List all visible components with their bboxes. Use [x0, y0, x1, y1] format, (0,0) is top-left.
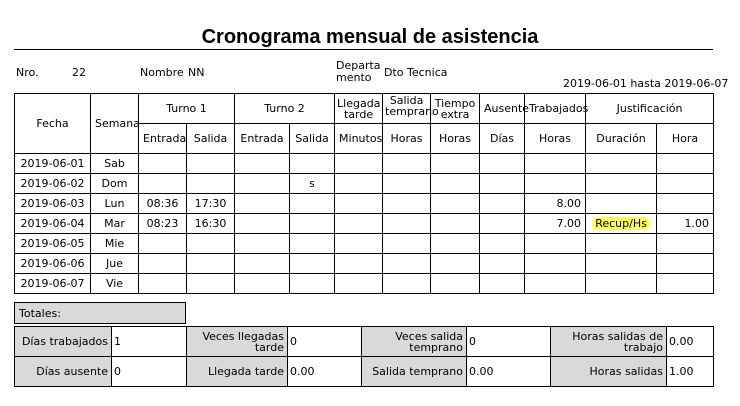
table-row	[15, 154, 714, 174]
cell-tiempo-extra	[431, 194, 480, 214]
header-ausente: Ausente	[480, 94, 525, 124]
dias-ausente-value: 0	[112, 357, 187, 387]
cell-hora	[657, 234, 714, 254]
cell-trabajados	[525, 174, 586, 194]
highlighted-justificacion: Recup/Hs	[592, 217, 650, 230]
cell-duracion	[586, 174, 657, 194]
cell-tiempo-extra	[431, 174, 480, 194]
table-row	[15, 214, 714, 234]
periodo: 2019-06-01 hasta 2019-06-07	[563, 77, 729, 90]
cell-hora	[657, 194, 714, 214]
cell-semana: Mar	[91, 214, 139, 234]
cell-llegada-tarde	[335, 214, 383, 234]
cell-semana: Dom	[91, 174, 139, 194]
totals-row-1	[15, 327, 714, 357]
cell-duracion	[586, 274, 657, 294]
cell-ausente	[480, 174, 525, 194]
cell-semana: Vie	[91, 274, 139, 294]
cell-hora	[657, 254, 714, 274]
table-row	[15, 194, 714, 214]
cell-ausente	[480, 154, 525, 174]
cell-ausente	[480, 234, 525, 254]
veces-llegadas-tarde-value: 0	[288, 327, 362, 357]
horas-salidas-value: 1.00	[667, 357, 714, 387]
cell-hora: 1.00	[657, 214, 714, 234]
header-minutos: Minutos	[335, 124, 383, 154]
header-row-1	[15, 94, 714, 124]
cell-t2-entrada	[235, 154, 290, 174]
cell-salida-temprano	[383, 274, 431, 294]
totals-table	[14, 326, 714, 387]
dias-ausente-label: Días ausente	[15, 357, 112, 387]
cell-t1-salida	[187, 154, 235, 174]
cell-t2-entrada	[235, 214, 290, 234]
header-salida-horas: Horas	[383, 124, 431, 154]
header-turno1: Turno 1	[139, 94, 235, 124]
nro-label: Nro.	[16, 66, 39, 79]
totals-label: Totales:	[14, 302, 186, 324]
cell-trabajados	[525, 254, 586, 274]
cell-t2-salida	[290, 194, 335, 214]
cell-semana: Jue	[91, 254, 139, 274]
cell-trabajados	[525, 234, 586, 254]
horas-salidas-trabajo-value: 0.00	[667, 327, 714, 357]
cell-llegada-tarde	[335, 234, 383, 254]
cell-t2-entrada	[235, 194, 290, 214]
veces-llegadas-tarde-label: Veces llegadas tarde	[187, 327, 288, 357]
cell-salida-temprano	[383, 254, 431, 274]
cell-t2-entrada	[235, 254, 290, 274]
header-llegada-tarde: Llegada tarde	[335, 94, 383, 124]
cell-t1-salida	[187, 234, 235, 254]
cell-salida-temprano	[383, 154, 431, 174]
cell-duracion	[586, 234, 657, 254]
header-trabajados: Trabajados	[525, 94, 586, 124]
cell-salida-temprano	[383, 194, 431, 214]
departamento-label: Departa mento	[336, 59, 381, 84]
header-justificacion: Justificación	[586, 94, 714, 124]
dias-trabajados-label: Días trabajados	[15, 327, 112, 357]
header-hora: Hora	[657, 124, 714, 154]
cell-ausente	[480, 254, 525, 274]
cell-duracion	[586, 214, 657, 234]
cell-t2-salida	[290, 234, 335, 254]
cell-tiempo-extra	[431, 154, 480, 174]
attendance-table	[14, 93, 714, 294]
cell-trabajados	[525, 274, 586, 294]
header-t2-entrada: Entrada	[235, 124, 290, 154]
header-t1-entrada: Entrada	[139, 124, 187, 154]
cell-fecha: 2019-06-05	[15, 234, 91, 254]
llegada-tarde-value: 0.00	[288, 357, 362, 387]
header-dias: Días	[480, 124, 525, 154]
cell-tiempo-extra	[431, 234, 480, 254]
cell-salida-temprano	[383, 214, 431, 234]
header-fecha: Fecha	[15, 94, 91, 154]
cell-t1-salida	[187, 274, 235, 294]
cell-tiempo-extra	[431, 274, 480, 294]
cell-llegada-tarde	[335, 194, 383, 214]
cell-duracion	[586, 254, 657, 274]
title-divider	[14, 49, 713, 50]
cell-trabajados: 7.00	[525, 214, 586, 234]
cell-t2-entrada	[235, 274, 290, 294]
cell-duracion	[586, 154, 657, 174]
cell-duracion	[586, 194, 657, 214]
cell-fecha: 2019-06-02	[15, 174, 91, 194]
table-row	[15, 274, 714, 294]
nombre-label: Nombre	[140, 66, 184, 79]
cell-hora	[657, 274, 714, 294]
cell-ausente	[480, 274, 525, 294]
cell-t2-salida	[290, 214, 335, 234]
cell-semana: Sab	[91, 154, 139, 174]
cell-t1-salida: 16:30	[187, 214, 235, 234]
header-extra-horas: Horas	[431, 124, 480, 154]
cell-salida-temprano	[383, 234, 431, 254]
cell-t1-salida	[187, 174, 235, 194]
header-trabajados-horas: Horas	[525, 124, 586, 154]
horas-salidas-label: Horas salidas	[551, 357, 667, 387]
cell-fecha: 2019-06-04	[15, 214, 91, 234]
cell-llegada-tarde	[335, 254, 383, 274]
cell-t2-entrada	[235, 174, 290, 194]
cell-llegada-tarde	[335, 274, 383, 294]
cell-fecha: 2019-06-01	[15, 154, 91, 174]
table-row	[15, 254, 714, 274]
header-salida-temprano: Salida temprano	[383, 94, 431, 124]
header-semana: Semana	[91, 94, 139, 154]
llegada-tarde-label: Llegada tarde	[187, 357, 288, 387]
header-t1-salida: Salida	[187, 124, 235, 154]
cell-fecha: 2019-06-03	[15, 194, 91, 214]
cell-t1-entrada: 08:36	[139, 194, 187, 214]
report-title: Cronograma mensual de asistencia	[201, 26, 539, 48]
totals-row-2	[15, 357, 714, 387]
cell-trabajados: 8.00	[525, 194, 586, 214]
cell-tiempo-extra	[431, 254, 480, 274]
salida-temprano-label: Salida temprano	[362, 357, 467, 387]
cell-fecha: 2019-06-06	[15, 254, 91, 274]
cell-llegada-tarde	[335, 174, 383, 194]
salida-temprano-value: 0.00	[467, 357, 551, 387]
cell-hora	[657, 174, 714, 194]
cell-ausente	[480, 214, 525, 234]
cell-t2-salida	[290, 254, 335, 274]
cell-t2-salida	[290, 154, 335, 174]
horas-salidas-trabajo-label: Horas salidas de trabajo	[551, 327, 667, 357]
cell-t2-entrada	[235, 234, 290, 254]
cell-hora	[657, 154, 714, 174]
dias-trabajados-value: 1	[112, 327, 187, 357]
departamento-value: Dto Tecnica	[384, 66, 448, 79]
header-t2-salida: Salida	[290, 124, 335, 154]
table-row	[15, 234, 714, 254]
veces-salida-temprano-label: Veces salida temprano	[362, 327, 467, 357]
cell-semana: Lun	[91, 194, 139, 214]
cell-llegada-tarde	[335, 154, 383, 174]
cell-t1-entrada	[139, 234, 187, 254]
nro-value: 22	[72, 66, 86, 79]
veces-salida-temprano-value: 0	[467, 327, 551, 357]
header-turno2: Turno 2	[235, 94, 335, 124]
cell-t1-entrada	[139, 254, 187, 274]
cell-t1-entrada	[139, 154, 187, 174]
cell-t2-salida: s	[290, 174, 335, 194]
cell-t2-salida	[290, 274, 335, 294]
nombre-value: NN	[188, 66, 205, 79]
header-tiempo-extra: Tiempo extra	[431, 94, 480, 124]
cell-trabajados	[525, 154, 586, 174]
cell-t1-salida: 17:30	[187, 194, 235, 214]
cell-fecha: 2019-06-07	[15, 274, 91, 294]
cell-salida-temprano	[383, 174, 431, 194]
cell-t1-entrada: 08:23	[139, 214, 187, 234]
header-duracion: Duración	[586, 124, 657, 154]
cell-t1-salida	[187, 254, 235, 274]
cell-t1-entrada	[139, 174, 187, 194]
cell-t1-entrada	[139, 274, 187, 294]
cell-semana: Mie	[91, 234, 139, 254]
cell-ausente	[480, 194, 525, 214]
table-row	[15, 174, 714, 194]
cell-tiempo-extra	[431, 214, 480, 234]
